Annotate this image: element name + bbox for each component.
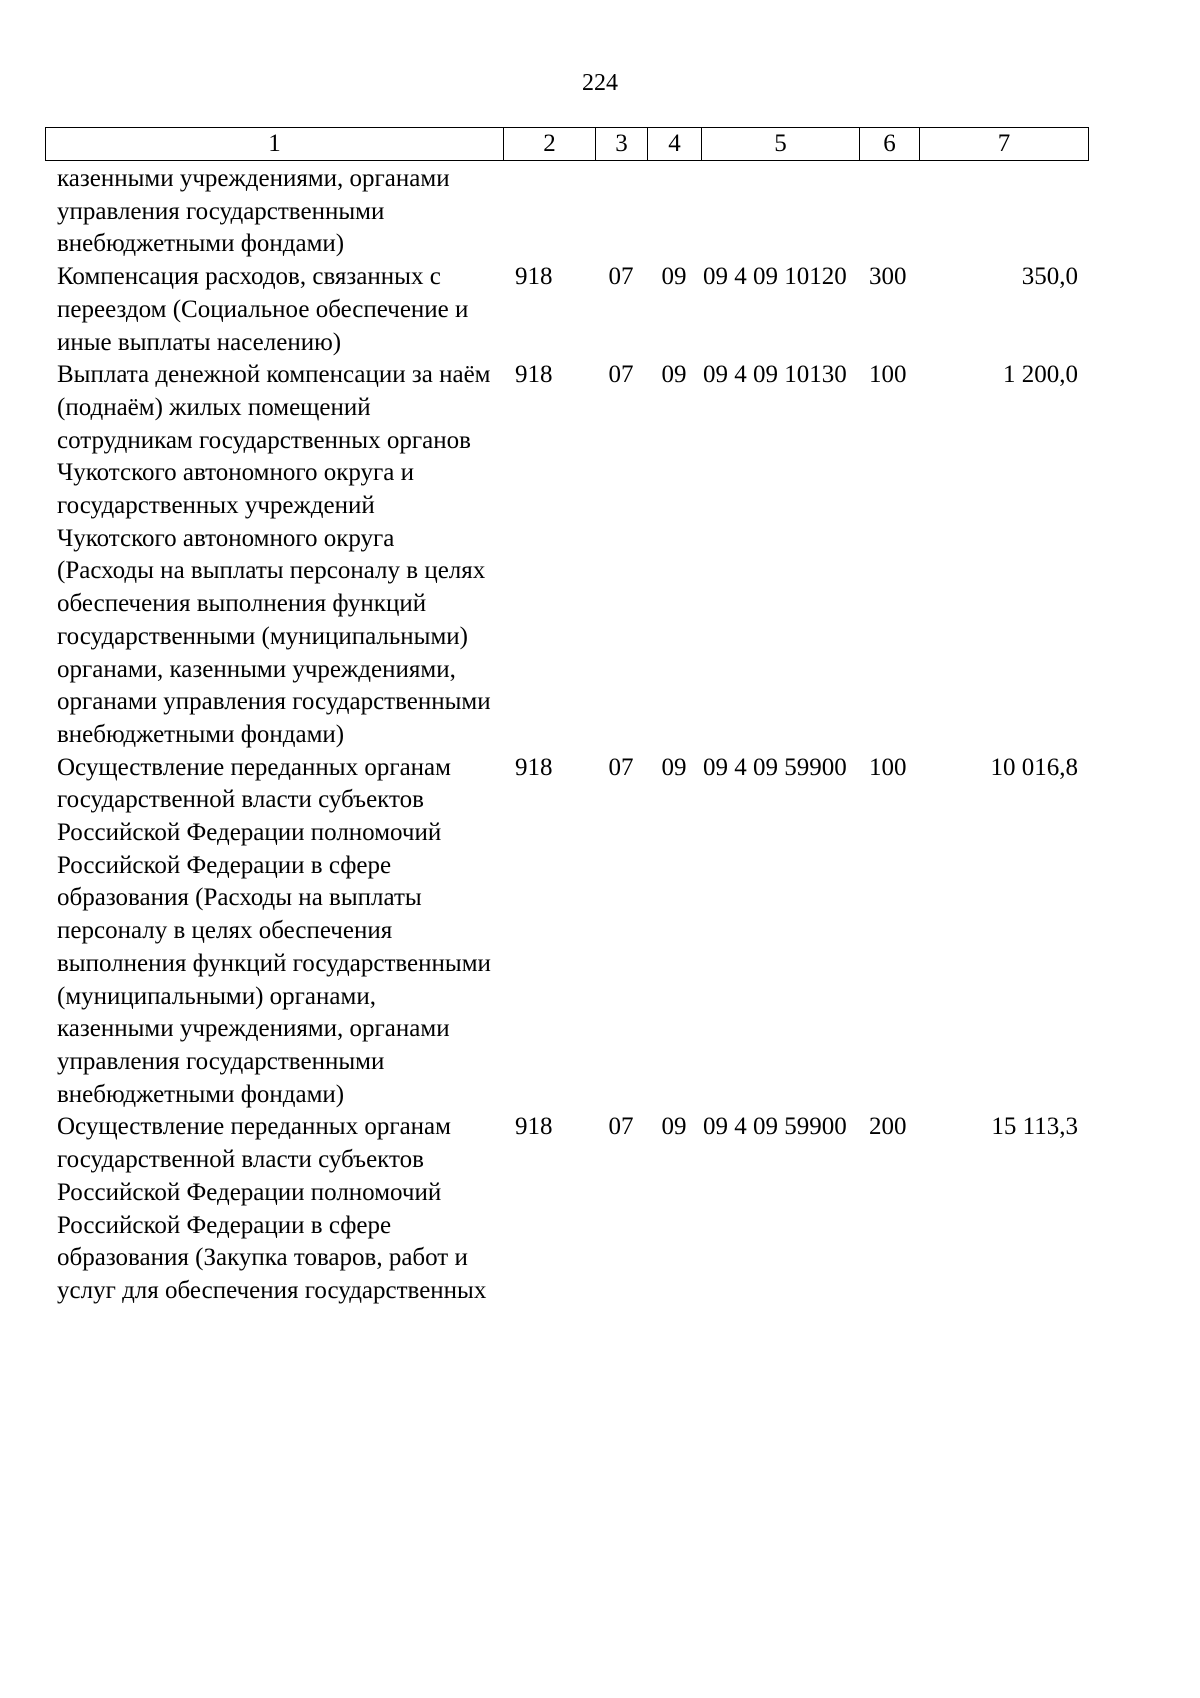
row-sum: 15 113,3 [991, 1113, 1078, 1141]
budget-table [45, 163, 1088, 1308]
row-grbs [503, 163, 595, 261]
row-razdel: 07 [608, 753, 634, 781]
row-sum [919, 163, 1088, 261]
row-csr: 09 4 09 10130 [703, 361, 847, 389]
row-grbs: 918 [515, 361, 553, 389]
row-podrazdel: 09 [661, 753, 687, 781]
table-row [45, 359, 1088, 751]
header-cell: 3 [596, 128, 648, 161]
header-cell: 4 [648, 128, 702, 161]
row-csr [701, 163, 859, 261]
table-row [45, 752, 1088, 1112]
row-sum: 1 200,0 [1003, 361, 1078, 389]
page-number: 224 [582, 70, 618, 96]
row-sum: 350,0 [1021, 263, 1078, 291]
table-row [45, 163, 1088, 261]
row-name: Осуществление переданных органам государственной власти субъектов Российской Федерации полномочий Российской Федерации в сфере образования (Закупка товаров, работ и услуг для обеспечения государственных [57, 1113, 487, 1304]
row-name: Выплата денежной компенсации за наём (поднаём) жилых помещений сотрудникам государственных органов Чукотского автономного округа и государственных учреждений Чукотского автономного округа (Расходы на выплаты персоналу в целях обеспечения выполнения функций государственными (муниципальными) органами, казенными учреждениями, органами управления государственными внебюджетными фондами) [57, 361, 491, 748]
row-csr: 09 4 09 59900 [703, 1113, 847, 1141]
row-razdel [595, 163, 647, 261]
header-cell: 1 [46, 128, 504, 161]
row-razdel: 07 [608, 1113, 634, 1141]
header-cell: 6 [860, 128, 920, 161]
table-row [45, 261, 1088, 359]
header-cell: 5 [702, 128, 860, 161]
row-grbs: 918 [515, 1113, 553, 1141]
row-podrazdel: 09 [661, 263, 687, 291]
table-row [45, 1111, 1088, 1307]
row-podrazdel: 09 [661, 1113, 687, 1141]
row-vr [859, 163, 919, 261]
row-grbs: 918 [515, 753, 553, 781]
row-sum: 10 016,8 [990, 753, 1078, 781]
table-header-row [46, 128, 1089, 161]
header-cell: 2 [504, 128, 596, 161]
row-podrazdel: 09 [661, 361, 687, 389]
row-razdel: 07 [608, 361, 634, 389]
row-podrazdel [647, 163, 701, 261]
row-grbs: 918 [515, 263, 553, 291]
row-name: Осуществление переданных органам государственной власти субъектов Российской Федерации полномочий Российской Федерации в сфере образования (Расходы на выплаты персоналу в целях обеспечения выполнения функций государственными (муниципальными) органами, казенными учреждениями, органами управления государственными внебюджетными фондами) [57, 753, 491, 1108]
row-csr: 09 4 09 59900 [703, 753, 847, 781]
row-razdel: 07 [608, 263, 634, 291]
header-cell: 7 [920, 128, 1089, 161]
row-name: казенными учреждениями, органами управления государственными внебюджетными фондами) [57, 165, 450, 258]
table-header [45, 127, 1089, 161]
row-vr: 100 [869, 361, 907, 389]
row-name: Компенсация расходов, связанных с переездом (Социальное обеспечение и иные выплаты населению) [57, 263, 469, 356]
row-vr: 200 [869, 1113, 907, 1141]
row-vr: 100 [869, 753, 907, 781]
row-csr: 09 4 09 10120 [703, 263, 847, 291]
row-vr: 300 [869, 263, 907, 291]
